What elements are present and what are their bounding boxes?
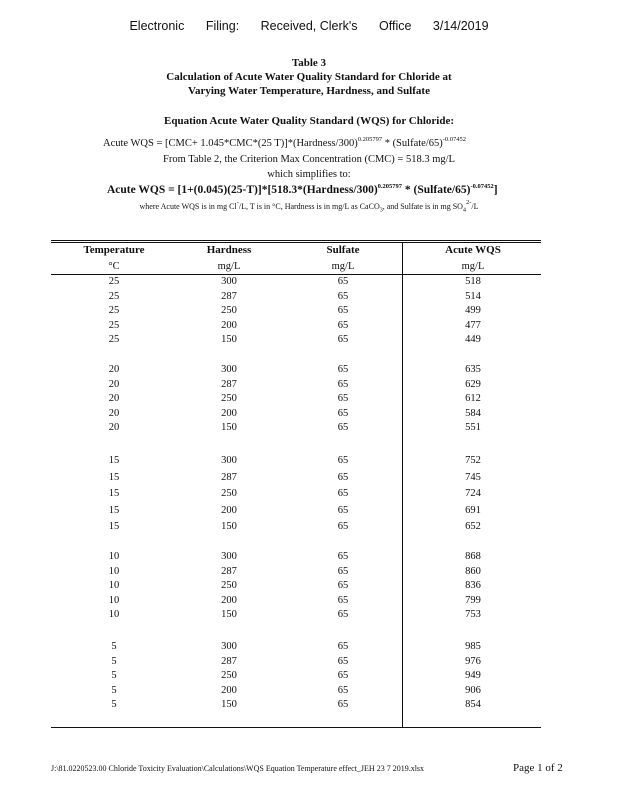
acute-exp-sulfate: -0.07452 bbox=[442, 136, 467, 143]
cell-acute-wqs: 635 bbox=[465, 364, 481, 375]
cell-sulfate: 65 bbox=[337, 641, 349, 652]
cell-temperature: 5 bbox=[111, 684, 117, 696]
cell-hardness: 150 bbox=[221, 521, 237, 533]
cell-acute-wqs: 976 bbox=[465, 655, 481, 667]
cell-acute-wqs: 868 bbox=[465, 551, 481, 562]
cell-acute-wqs: 906 bbox=[465, 684, 481, 696]
cell-temperature: 20 bbox=[108, 364, 120, 375]
simplified-exp-sulfate: -0.07452 bbox=[470, 183, 494, 190]
cell-sulfate: 65 bbox=[337, 551, 349, 562]
cell-temperature: 25 bbox=[108, 290, 120, 302]
equation-heading: Equation Acute Water Quality Standard (WQS) for Chloride: bbox=[164, 115, 454, 127]
cell-temperature: 25 bbox=[108, 305, 120, 317]
cell-sulfate: 65 bbox=[337, 407, 349, 419]
acute-equation bbox=[103, 138, 466, 149]
cell-acute-wqs: 949 bbox=[465, 670, 481, 682]
table-title-line1: Calculation of Acute Water Quality Standard for Chloride at bbox=[166, 71, 452, 83]
units-note-sub: 4 bbox=[462, 207, 466, 214]
cell-hardness: 250 bbox=[221, 393, 237, 405]
cell-acute-wqs: 584 bbox=[465, 407, 481, 419]
cell-sulfate: 65 bbox=[337, 455, 349, 466]
filing-received: Received, Clerk's bbox=[260, 19, 358, 33]
cell-temperature: 20 bbox=[108, 393, 120, 405]
filing-header bbox=[0, 19, 618, 33]
cell-acute-wqs: 629 bbox=[465, 378, 481, 390]
cell-acute-wqs: 514 bbox=[465, 290, 481, 302]
cell-acute-wqs: 985 bbox=[465, 641, 481, 652]
cell-sulfate: 65 bbox=[337, 393, 349, 405]
simplified-main: Acute WQS = [1+(0.045)(25-T)]*[518.3*(Hardness/300) bbox=[107, 184, 378, 196]
cell-sulfate: 65 bbox=[337, 521, 349, 533]
cell-hardness: 200 bbox=[221, 407, 237, 419]
header-temperature: Temperature bbox=[83, 244, 145, 256]
cell-temperature: 15 bbox=[108, 455, 120, 466]
cell-hardness: 250 bbox=[221, 580, 237, 592]
simplified-mid: * (Sulfate/65) bbox=[402, 184, 471, 196]
cell-temperature: 15 bbox=[108, 504, 120, 516]
cell-acute-wqs: 854 bbox=[465, 699, 481, 711]
table-top-rule bbox=[51, 240, 541, 241]
cell-hardness: 200 bbox=[221, 319, 237, 331]
cell-temperature: 5 bbox=[111, 699, 117, 711]
table-top-rule-double bbox=[51, 242, 541, 243]
cell-hardness: 300 bbox=[221, 364, 237, 375]
units-note-part: , and Sulfate is in mg SO bbox=[382, 202, 463, 211]
cell-temperature: 10 bbox=[108, 551, 120, 562]
cell-temperature: 5 bbox=[111, 670, 117, 682]
cell-hardness: 150 bbox=[221, 422, 237, 434]
acute-equation-mid: * (Sulfate/65) bbox=[382, 138, 443, 149]
cell-acute-wqs: 745 bbox=[465, 471, 481, 483]
cell-hardness: 250 bbox=[221, 670, 237, 682]
cell-hardness: 150 bbox=[221, 334, 237, 346]
cell-acute-wqs: 799 bbox=[465, 594, 481, 606]
cell-hardness: 287 bbox=[221, 655, 237, 667]
cell-sulfate: 65 bbox=[337, 580, 349, 592]
file-path: J:\81.0220523.00 Chloride Toxicity Evaluation\Calculations\WQS Equation Temperature effect_JEH 23 7 2019.xlsx bbox=[51, 764, 425, 773]
units-note-sup: 2- bbox=[465, 199, 472, 206]
cell-hardness: 250 bbox=[221, 488, 237, 500]
cell-temperature: 10 bbox=[108, 609, 120, 621]
cell-sulfate: 65 bbox=[337, 422, 349, 434]
cell-sulfate: 65 bbox=[337, 609, 349, 621]
cell-acute-wqs: 724 bbox=[465, 488, 481, 500]
units-note-part: /L bbox=[471, 202, 479, 211]
cell-hardness: 150 bbox=[221, 699, 237, 711]
cell-sulfate: 65 bbox=[337, 364, 349, 375]
cell-hardness: 300 bbox=[221, 551, 237, 562]
cell-acute-wqs: 836 bbox=[465, 580, 481, 592]
cell-sulfate: 65 bbox=[337, 334, 349, 346]
cell-acute-wqs: 499 bbox=[465, 305, 481, 317]
cell-temperature: 10 bbox=[108, 594, 120, 606]
cell-sulfate: 65 bbox=[337, 319, 349, 331]
cell-acute-wqs: 449 bbox=[465, 334, 481, 346]
table-number: Table 3 bbox=[291, 57, 327, 69]
header-hardness: Hardness bbox=[206, 244, 252, 256]
table-title-line2: Varying Water Temperature, Hardness, and Sulfate bbox=[188, 85, 430, 97]
cell-temperature: 5 bbox=[111, 655, 117, 667]
cell-hardness: 287 bbox=[221, 565, 237, 577]
cell-hardness: 200 bbox=[221, 594, 237, 606]
cell-acute-wqs: 752 bbox=[465, 455, 481, 466]
cell-acute-wqs: 477 bbox=[465, 319, 481, 331]
cell-hardness: 250 bbox=[221, 305, 237, 317]
cell-sulfate: 65 bbox=[337, 471, 349, 483]
filing-filing: Filing: bbox=[205, 19, 240, 33]
cell-acute-wqs: 518 bbox=[465, 276, 481, 287]
cell-temperature: 10 bbox=[108, 565, 120, 577]
cell-hardness: 200 bbox=[221, 684, 237, 696]
cell-sulfate: 65 bbox=[337, 565, 349, 577]
cell-hardness: 150 bbox=[221, 609, 237, 621]
cell-hardness: 300 bbox=[221, 455, 237, 466]
cell-sulfate: 65 bbox=[337, 305, 349, 317]
cell-sulfate: 65 bbox=[337, 378, 349, 390]
simplified-equation bbox=[107, 184, 498, 196]
cell-temperature: 25 bbox=[108, 334, 120, 346]
cell-sulfate: 65 bbox=[337, 594, 349, 606]
unit-temperature: °C bbox=[108, 261, 120, 272]
cell-sulfate: 65 bbox=[337, 504, 349, 516]
cell-acute-wqs: 691 bbox=[465, 504, 481, 516]
header-bottom-rule bbox=[51, 274, 541, 275]
cell-acute-wqs: 753 bbox=[465, 609, 481, 621]
cell-acute-wqs: 860 bbox=[465, 565, 481, 577]
acute-exp-hardness: 0.205797 bbox=[357, 136, 383, 143]
cell-sulfate: 65 bbox=[337, 276, 349, 287]
wqs-column-divider bbox=[402, 242, 403, 727]
cell-sulfate: 65 bbox=[337, 655, 349, 667]
cell-hardness: 287 bbox=[221, 290, 237, 302]
cell-temperature: 15 bbox=[108, 521, 120, 533]
unit-sulfate: mg/L bbox=[331, 261, 355, 272]
table-bottom-rule bbox=[51, 727, 541, 728]
units-note-sup: - bbox=[236, 199, 239, 206]
cell-temperature: 10 bbox=[108, 580, 120, 592]
simplified-exp-hardness: 0.205797 bbox=[377, 183, 403, 190]
cell-temperature: 25 bbox=[108, 276, 120, 287]
simplified-end: ] bbox=[493, 184, 498, 196]
acute-equation-main: Acute WQS = [CMC+ 1.045*CMC*(25 T)]*(Hardness/300) bbox=[103, 138, 358, 149]
cell-sulfate: 65 bbox=[337, 699, 349, 711]
units-note bbox=[0, 199, 618, 214]
cell-hardness: 300 bbox=[221, 641, 237, 652]
unit-hardness: mg/L bbox=[217, 261, 241, 272]
cell-acute-wqs: 652 bbox=[465, 521, 481, 533]
cell-temperature: 15 bbox=[108, 471, 120, 483]
unit-acute-wqs: mg/L bbox=[461, 261, 485, 272]
cell-sulfate: 65 bbox=[337, 684, 349, 696]
filing-electronic: Electronic bbox=[129, 19, 185, 33]
cell-temperature: 20 bbox=[108, 407, 120, 419]
cell-hardness: 300 bbox=[221, 276, 237, 287]
filing-date: 3/14/2019 bbox=[432, 19, 489, 33]
cell-temperature: 5 bbox=[111, 641, 117, 652]
units-note-part: where Acute WQS is in mg Cl bbox=[139, 202, 237, 211]
cell-sulfate: 65 bbox=[337, 488, 349, 500]
cell-temperature: 25 bbox=[108, 319, 120, 331]
header-acute-wqs: Acute WQS bbox=[445, 244, 501, 256]
cell-hardness: 287 bbox=[221, 378, 237, 390]
from-table-note: From Table 2, the Criterion Max Concentration (CMC) = 518.3 mg/L bbox=[163, 154, 455, 165]
units-note-part: /L, T is in °C, Hardness is in mg/L as CaCO bbox=[238, 202, 380, 211]
cell-sulfate: 65 bbox=[337, 290, 349, 302]
simplifies-note: which simplifies to: bbox=[267, 169, 351, 180]
cell-temperature: 20 bbox=[108, 422, 120, 434]
filing-office: Office bbox=[379, 19, 412, 33]
cell-acute-wqs: 612 bbox=[465, 393, 481, 405]
units-note-sub: 3 bbox=[379, 207, 383, 214]
cell-hardness: 287 bbox=[221, 471, 237, 483]
cell-hardness: 200 bbox=[221, 504, 237, 516]
header-sulfate: Sulfate bbox=[326, 244, 360, 256]
page-number: Page 1 of 2 bbox=[513, 762, 563, 774]
cell-temperature: 15 bbox=[108, 488, 120, 500]
cell-acute-wqs: 551 bbox=[465, 422, 481, 434]
cell-sulfate: 65 bbox=[337, 670, 349, 682]
cell-temperature: 20 bbox=[108, 378, 120, 390]
